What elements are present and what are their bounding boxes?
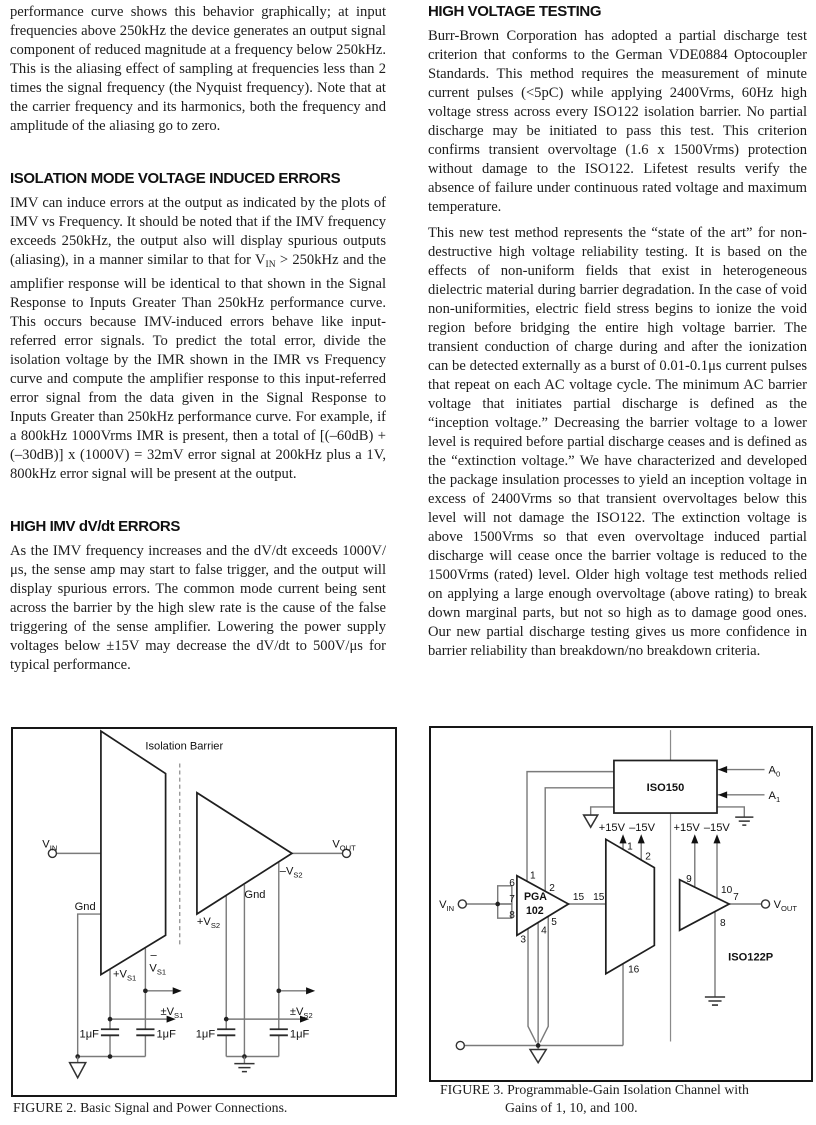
supply-neg-left-label: –15V xyxy=(629,822,656,835)
neg-vs1-minus-label: – xyxy=(150,949,157,962)
figure2-box xyxy=(11,727,397,1097)
pm-vs1-label: $\pm V_{S1}$ xyxy=(160,1006,184,1021)
pin-p1: 1 xyxy=(530,870,536,882)
pin-15b: 15 xyxy=(593,891,605,903)
right-column xyxy=(428,3,807,661)
heading-isolation-mode-errors: ISOLATION MODE VOLTAGE INDUCED ERRORS xyxy=(10,170,341,187)
pin-p5: 5 xyxy=(551,917,557,929)
pos-vs2-label: $+V_{S2}$ xyxy=(196,916,221,931)
figure3-caption-line1: FIGURE 3. Programmable-Gain Isolation Channel with xyxy=(440,1082,749,1097)
isolation-mode-errors-paragraph xyxy=(10,194,386,484)
gnd-left-label: Gnd xyxy=(74,900,96,913)
high-voltage-testing-paragraph-1: Burr-Brown Corporation has adopted a partial discharge test criterion that conforms to the German VDE0884 Optocoupler Standards. This method requires the measurement of minute current pulses (<5pC) while applying 2400Vrms, 60Hz high voltage stress across every ISO122 isolation barrier. No partial discharge may be initiated to pass this test. This criterion confirms transient overvoltage (1.6 x 1500Vrms) protection without damage to the ISO122. Lifetest results verify the absence of failure under continuous rated voltage and maximum temperature. xyxy=(428,28,807,215)
pin-p8: 8 xyxy=(509,910,515,922)
pin-o9: 9 xyxy=(686,873,692,885)
earth-ground-symbol xyxy=(234,1057,254,1072)
pin-o8: 8 xyxy=(720,918,726,930)
pin-p6: 6 xyxy=(509,877,515,889)
paragraph-text-post: > 250kHz and the amplifier response will be identical to that shown in the Signal Response to Inputs Greater Than 250kHz performance curve. This occurs because IMV-induced errors behave like input-referred error signals. To predict the total error, divide the isolation voltage by the IMR shown in the IMR vs Frequency curve and compute the amplifier response to this input-referred error signal from the data given in the Signal Response to Inputs Greater than 250kHz performance curve. For example, if a 800kHz 1000Vrms IMR is present, then a total of [(–60dB) + (–30dB)] x (1000V) = 32mV error signal at 200kHz plus a 1V, 800kHz error signal will be present at the output. xyxy=(10,252,386,482)
pga-label-line2: 102 xyxy=(526,905,544,918)
pin-15a: 15 xyxy=(572,891,585,903)
vin-terminal xyxy=(458,900,466,908)
figure2-diagram xyxy=(13,729,395,1095)
earth-ground-symbol-output xyxy=(705,997,725,1005)
pin-p4: 4 xyxy=(541,925,547,937)
a1-label: $A_1$ xyxy=(768,789,781,804)
supply-pos-left-label: +15V xyxy=(598,822,626,835)
cap-label-2: 1μF xyxy=(156,1028,176,1041)
bypass-capacitors xyxy=(101,1029,288,1035)
pin-t2: 2 xyxy=(645,851,651,863)
iso122p-label: ISO122P xyxy=(728,951,774,964)
signal-ground-symbol-top xyxy=(584,815,598,827)
a0-label: $A_0$ xyxy=(768,764,781,779)
neg-vs2-label: $-V_{S2}$ xyxy=(279,865,303,880)
heading-high-imv-dvdt-errors: HIGH IMV dV/dt ERRORS xyxy=(10,518,180,535)
figure2-wires xyxy=(56,853,342,1056)
pin-t1: 1 xyxy=(627,841,633,853)
pm-vs2-label: $\pm V_{S2}$ xyxy=(289,1006,313,1021)
left-column xyxy=(10,3,386,675)
intro-paragraph: performance curve shows this behavior graphically; at input frequencies above 250kHz the device generates an output signal component of reduced magnitude at a frequency below 250kHz. This is the aliasing effect of sampling at frequencies less than 2 times the signal frequency (the Nyquist frequency). Note that at the carrier frequency and its harmonics, both the frequency and amplitude of the aliasing go to zero. xyxy=(10,4,386,134)
pin-p3: 3 xyxy=(520,934,526,946)
neg-vs1-label: $V_{S1}$ xyxy=(149,962,167,977)
pin-p2: 2 xyxy=(549,882,555,894)
pos-vs1-label: $+V_{S1}$ xyxy=(113,968,137,983)
pga-label-line1: PGA xyxy=(523,890,547,903)
pin-p7: 7 xyxy=(509,893,515,905)
signal-ground-symbol-bottom xyxy=(530,1045,546,1062)
high-imv-dvdt-paragraph: As the IMV frequency increases and the dV/dt exceeds 1000V/μs, the sense amp may start to false trigger, and the output will display spurious errors. The common mode current being sent across the barrier by the high slew rate is the cause of the false triggering of the sense amplifier. Lowering the power supply voltages below ±15V may decrease the dV/dt to 500V/μs for typical performance. xyxy=(10,543,386,673)
vin-label: $V_{IN}$ xyxy=(42,838,58,853)
analog-ground-symbol xyxy=(70,1057,86,1078)
isolation-barrier-label: Isolation Barrier xyxy=(145,740,224,753)
vout-terminal xyxy=(761,900,769,908)
figure3-diagram xyxy=(431,728,811,1080)
junction-dots xyxy=(75,989,281,1059)
vout-label: $V_{OUT}$ xyxy=(332,838,356,853)
vin-subscript: IN xyxy=(265,260,276,270)
heading-high-voltage-testing: HIGH VOLTAGE TESTING xyxy=(428,3,602,20)
figure3-caption-line2: Gains of 1, 10, and 100. xyxy=(505,1100,638,1115)
cap-label-4: 1μF xyxy=(289,1028,310,1041)
common-terminal xyxy=(456,1041,464,1049)
earth-ground-symbol-top xyxy=(735,817,753,825)
figure3-box xyxy=(429,726,813,1082)
figure2-caption: FIGURE 2. Basic Signal and Power Connections. xyxy=(13,1100,288,1115)
pin-o7: 7 xyxy=(733,891,739,903)
pin-o10: 10 xyxy=(721,884,733,896)
iso-amp-input-section xyxy=(101,731,166,975)
cap-label-3: 1μF xyxy=(195,1028,216,1041)
paragraph-text-pre: IMV can induce errors at the output as indicated by the plots of IMV vs Frequency. It should be noted that if the IMV frequency exceeds 250kHz, the output also will display spurious outputs (aliasing), in a manner similar to that for V xyxy=(10,195,386,268)
supply-neg-right-label: –15V xyxy=(703,822,730,835)
vin-label: $V_{IN}$ xyxy=(439,899,455,914)
supply-pos-right-label: +15V xyxy=(673,822,700,835)
iso150-label: ISO150 xyxy=(646,781,685,794)
vout-label: $V_{OUT}$ xyxy=(773,899,797,914)
high-voltage-testing-paragraph-2: This new test method represents the “state of the art” for non-destructive high voltage reliability testing. It is based on the effects of non-uniform fields that exist in heterogeneous dielectric material during barrier degradation. In the case of void non-uniformities, electric field stress begins to ionize the void region before bridging the entire high voltage barrier. The transient conduction of charge during and after the ionization can be detected externally as a burst of 0.01-0.1μs current pulses that repeat on each AC voltage cycle. The minimum AC barrier voltage that initiates partial discharge is defined as the “inception voltage.” Decreasing the barrier voltage to a lower level is required before partial discharge ceases and is defined as the “extinction voltage.” We have characterized and developed the package insulation processes to yield an inception voltage in excess of 2400Vrms so that transient overvoltages below this level will not damage the ISO122. The extinction voltage is above 1500Vrms so that even overvoltage induced partial discharge will cease once the barrier voltage is reduced to the 1500Vrms (rated) level. Older high voltage test methods relied on applying a large enough overvoltage (above rating) to break down marginal parts, but not so high as to damage good ones. Our new partial discharge testing gives us more confidence in barrier reliability than breakdown/no breakdown criteria. xyxy=(428,225,807,659)
gnd-right-label: Gnd xyxy=(244,888,266,901)
figure3-junction-dots xyxy=(495,902,540,1048)
cap-label-1: 1μF xyxy=(79,1028,99,1041)
pin-t16: 16 xyxy=(628,964,640,976)
